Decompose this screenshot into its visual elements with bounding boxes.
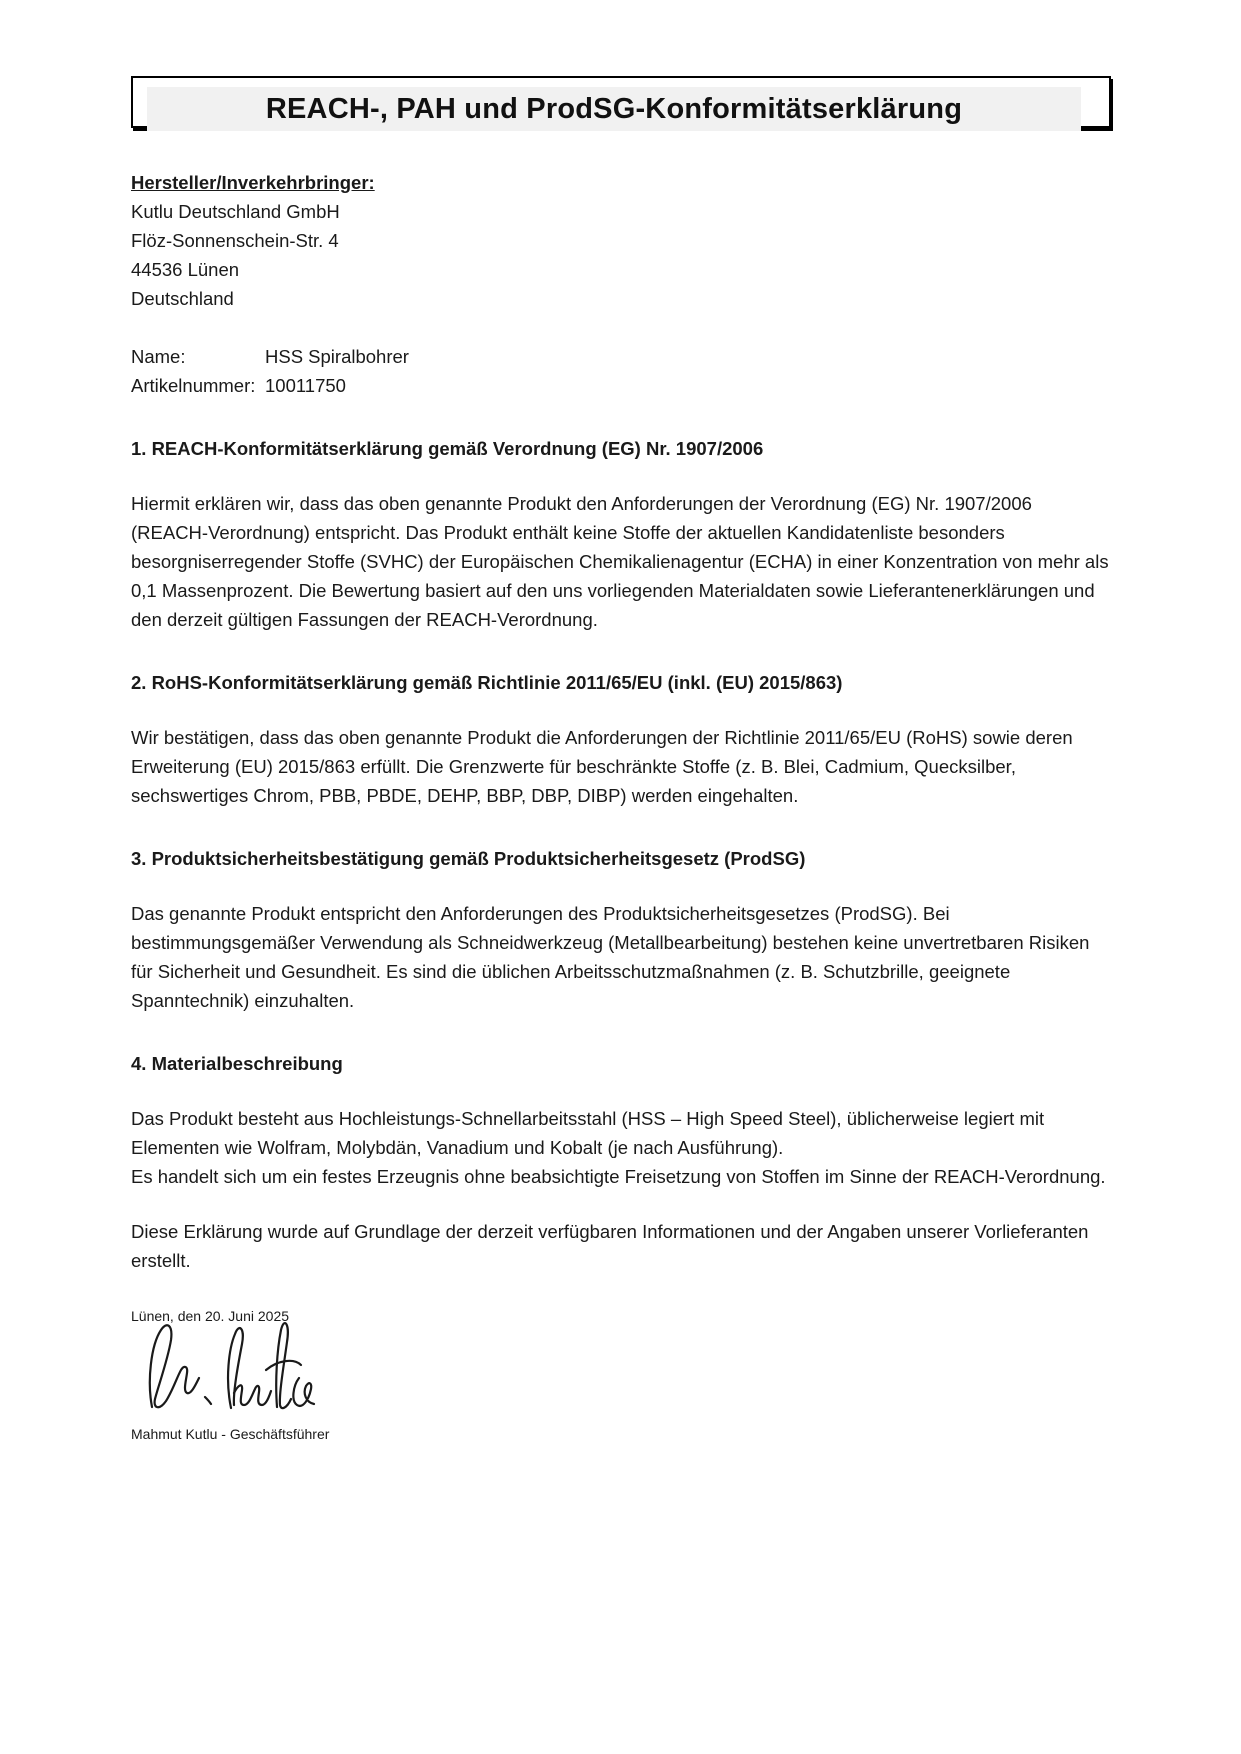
manufacturer-city: 44536 Lünen	[131, 259, 240, 280]
manufacturer-block	[131, 168, 1111, 313]
handwritten-signature-icon	[145, 1315, 320, 1421]
article-number-row	[131, 371, 1111, 400]
closing-paragraph-basis: Diese Erklärung wurde auf Grundlage der derzeit verfügbaren Informationen und der Angaben unserer Vorlieferanten erstellt.	[131, 1221, 1089, 1271]
manufacturer-name: Kutlu Deutschland GmbH	[131, 201, 340, 222]
article-number-value: 10011750	[265, 375, 346, 396]
section-material	[131, 1049, 1111, 1162]
title-box	[131, 76, 1111, 128]
closing-paragraph-solid-article: Es handelt sich um ein festes Erzeugnis ohne beabsichtigte Freisetzung von Stoffen im Sinne der REACH-Verordnung.	[131, 1166, 1106, 1187]
section-prodsg	[131, 844, 1111, 1015]
place-date: Lünen, den 20. Juni 2025	[131, 1308, 290, 1324]
article-number-label: Artikelnummer:	[131, 375, 256, 396]
signature-block	[131, 1307, 1111, 1443]
section-body-rohs: Wir bestätigen, dass das oben genannte Produkt die Anforderungen der Richtlinie 2011/65/EU (RoHS) sowie deren Erweiterung (EU) 2015/863 erfüllt. Die Grenzwerte für beschränkte Stoffe (z. B. Blei, Cadmium, Quecksilber, sechswertiges Chrom, PBB, PBDE, DEHP, BBP, DBP, DIBP) werden eingehalten.	[131, 727, 1073, 806]
page-title: REACH-, PAH und ProdSG-Konformitätserklärung	[265, 92, 963, 125]
signature-image	[145, 1315, 1111, 1421]
product-name-value: HSS Spiralbohrer	[265, 346, 409, 367]
closing-block	[131, 1162, 1111, 1275]
section-heading-reach: 1. REACH-Konformitätserklärung gemäß Verordnung (EG) Nr. 1907/2006	[131, 438, 764, 459]
manufacturer-street: Flöz-Sonnenschein-Str. 4	[131, 230, 339, 251]
section-body-reach: Hiermit erklären wir, dass das oben genannte Produkt den Anforderungen der Verordnung (EG) Nr. 1907/2006 (REACH-Verordnung) entspricht. Das Produkt enthält keine Stoffe der aktuellen Kandidatenliste besonders besorgniserregender Stoffe (SVHC) der Europäischen Chemikalienagentur (ECHA) in einer Konzentration von mehr als 0,1 Massenprozent. Die Bewertung basiert auf den uns vorliegenden Materialdaten sowie Lieferantenerklärungen und den derzeit gültigen Fassungen der REACH-Verordnung.	[131, 493, 1109, 630]
section-heading-prodsg: 3. Produktsicherheitsbestätigung gemäß Produktsicherheitsgesetz (ProdSG)	[131, 848, 806, 869]
product-name-label: Name:	[131, 346, 186, 367]
product-name-row	[131, 342, 1111, 371]
section-reach	[131, 434, 1111, 634]
section-body-material: Das Produkt besteht aus Hochleistungs-Schnellarbeitsstahl (HSS – High Speed Steel), üblicherweise legiert mit Elementen wie Wolfram, Molybdän, Vanadium und Kobalt (je nach Ausführung).	[131, 1108, 1045, 1158]
signer-name-title: Mahmut Kutlu - Geschäftsführer	[131, 1426, 330, 1442]
manufacturer-country: Deutschland	[131, 288, 234, 309]
manufacturer-heading: Hersteller/Inverkehrbringer:	[131, 172, 375, 193]
section-body-prodsg: Das genannte Produkt entspricht den Anforderungen des Produktsicherheitsgesetzes (ProdSG). Bei bestimmungsgemäßer Verwendung als Schneidwerkzeug (Metallbearbeitung) bestehen keine unvertretbaren Risiken für Sicherheit und Gesundheit. Es sind die üblichen Arbeitsschutzmaßnahmen (z. B. Schutzbrille, geeignete Spanntechnik) einzuhalten.	[131, 903, 1090, 1011]
title-inner-panel	[147, 87, 1081, 131]
section-heading-material: 4. Materialbeschreibung	[131, 1053, 343, 1074]
product-block	[131, 342, 1111, 400]
section-rohs	[131, 668, 1111, 810]
section-heading-rohs: 2. RoHS-Konformitätserklärung gemäß Richtlinie 2011/65/EU (inkl. (EU) 2015/863)	[131, 672, 843, 693]
